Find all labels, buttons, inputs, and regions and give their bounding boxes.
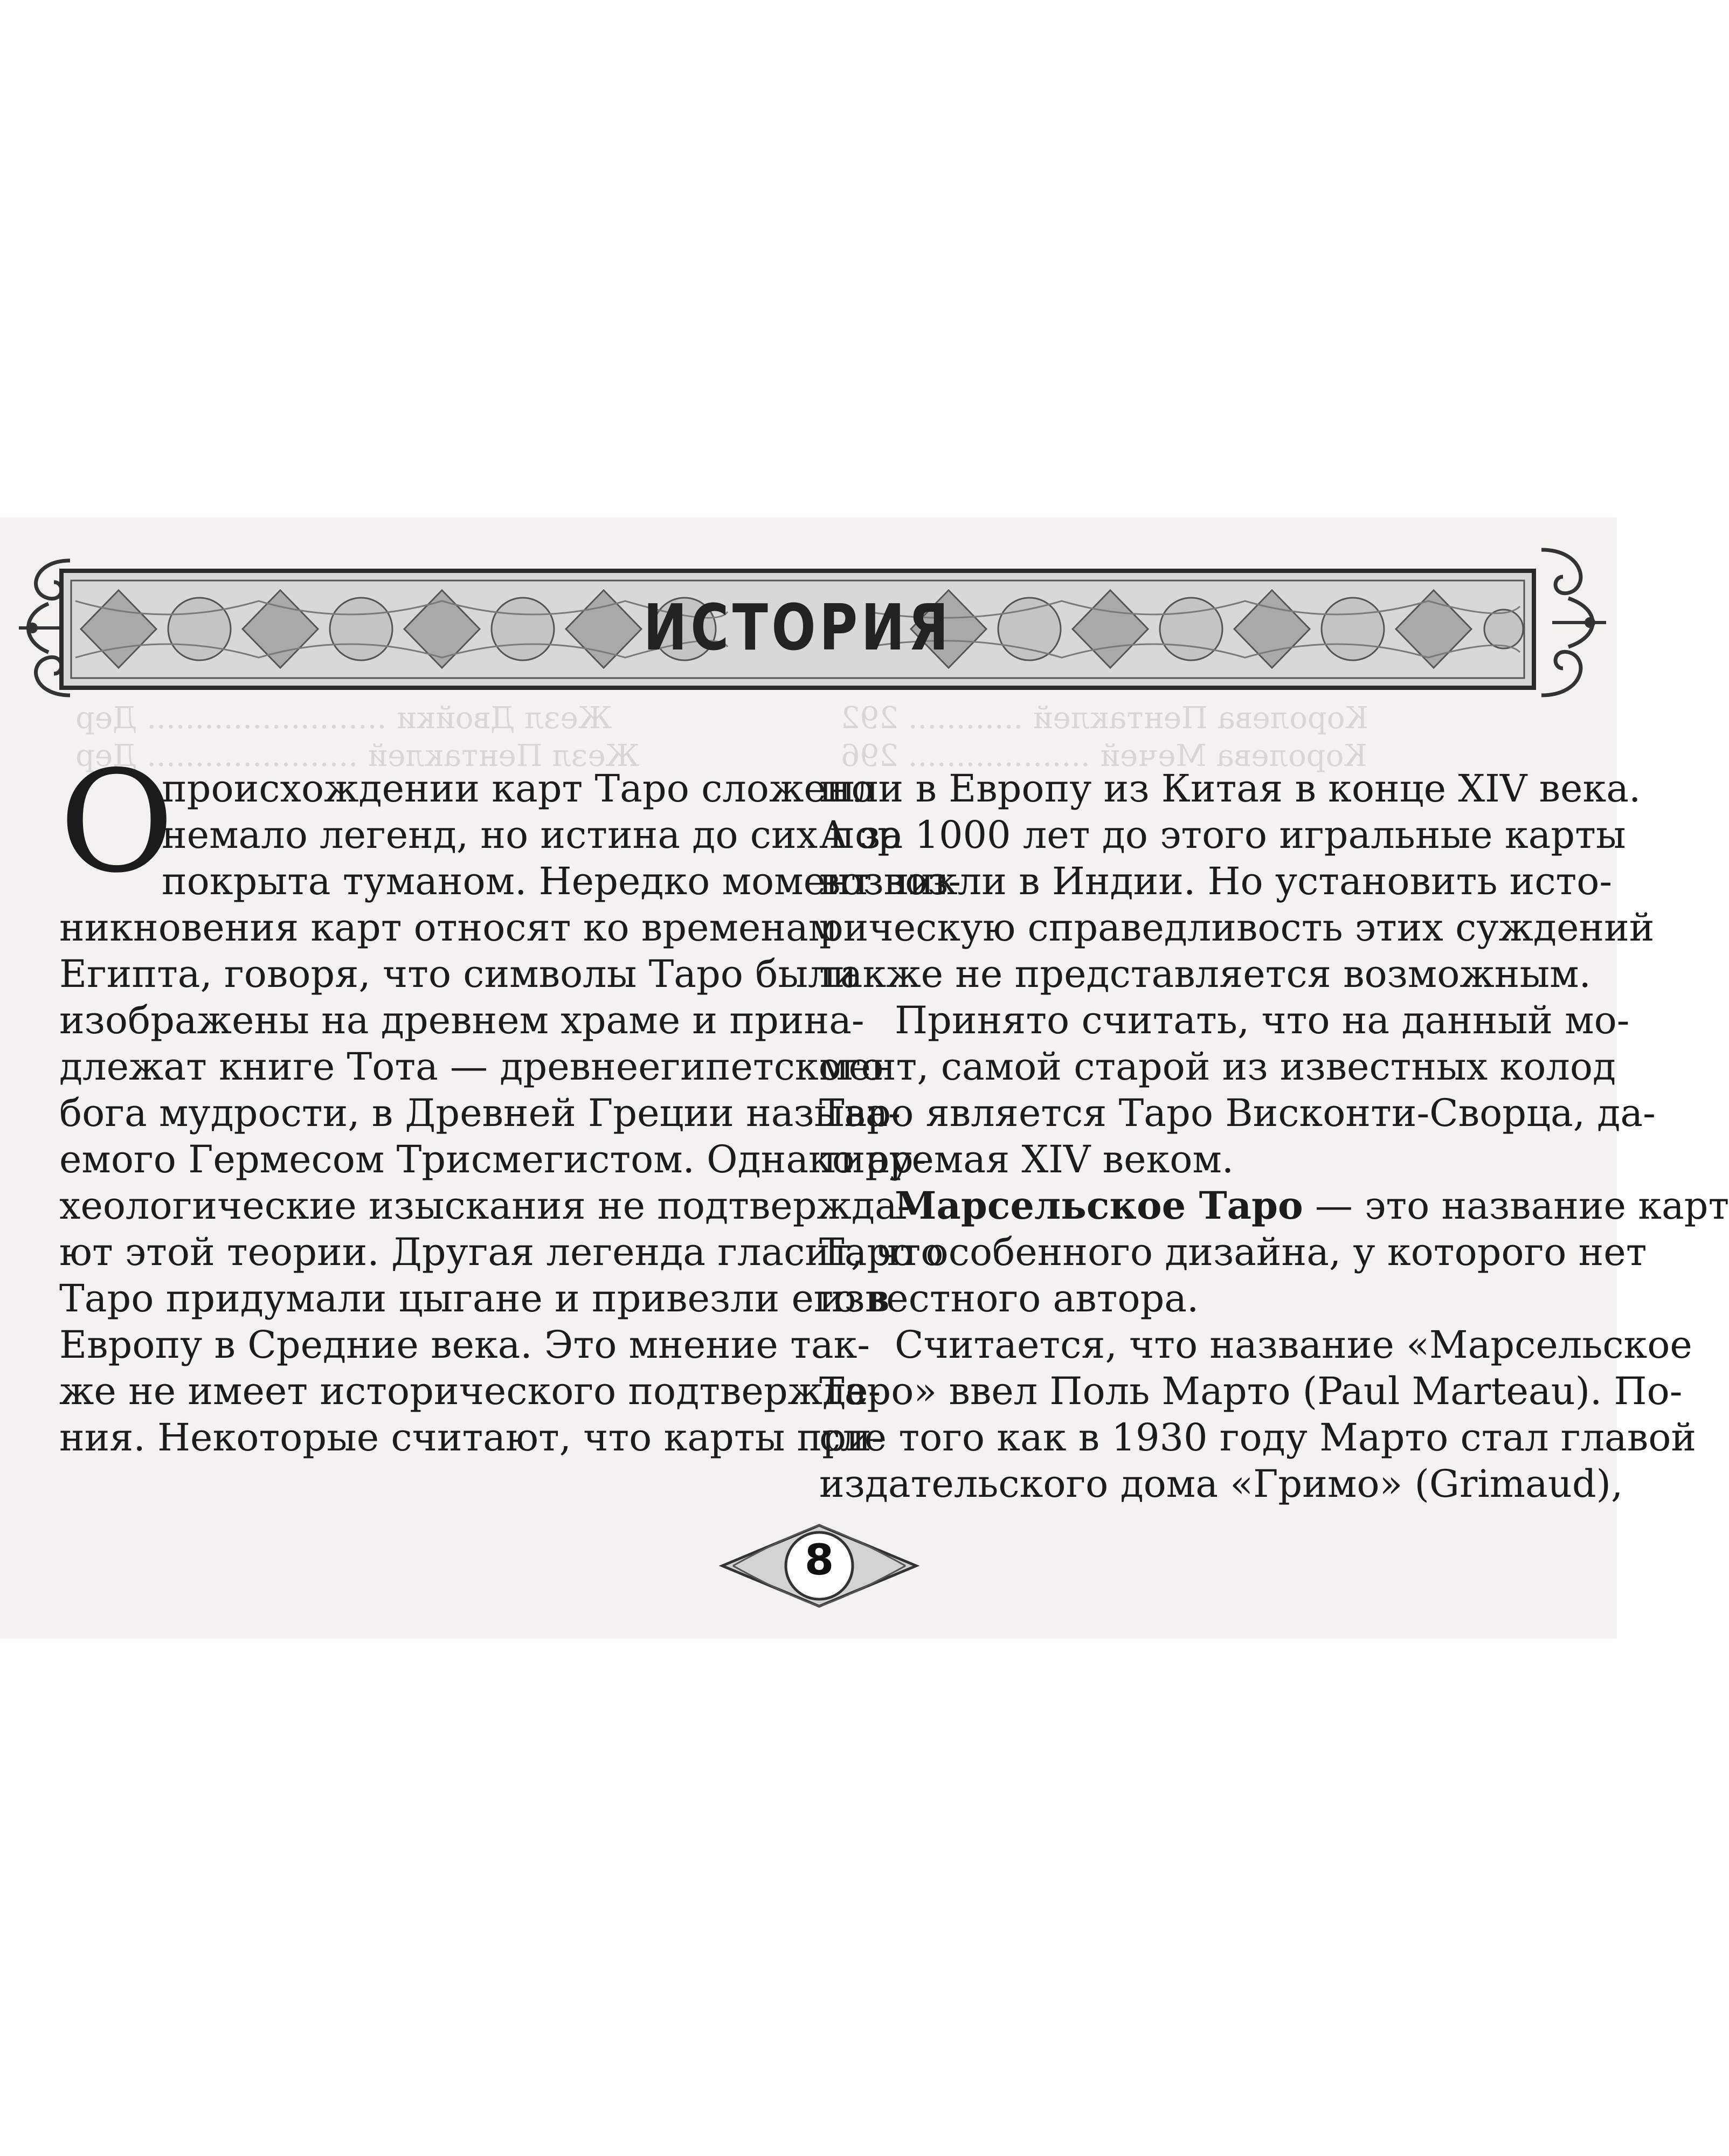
text-line: никновения карт относят ко временам: [59, 906, 838, 950]
text-line: сле того как в 1930 году Марто стал главой: [819, 1415, 1696, 1460]
text-line: рическую справедливость этих суждений: [819, 906, 1655, 950]
page-number: 8: [804, 1536, 834, 1585]
show-through-left-1: Жезл Двойки ......................... Дер: [75, 701, 612, 736]
text-line: происхождении карт Таро сложено: [162, 766, 874, 811]
text-line: также не представляется возможным.: [819, 952, 1591, 996]
page-number-ornament: [722, 1515, 916, 1617]
text-line: [819, 1183, 1729, 1229]
text-line: ния. Некоторые считают, что карты при-: [59, 1415, 884, 1460]
text-line: длежат книге Тота — древнеегипетского: [59, 1045, 884, 1089]
text-line: Египта, говоря, что символы Таро были: [59, 952, 857, 996]
text-line: же не имеет исторического подтвержде-: [59, 1369, 881, 1413]
text-line: Европу в Средние века. Это мнение так-: [59, 1323, 870, 1367]
text-line: хеологические изыскания не подтвержда-: [59, 1184, 910, 1228]
text-line: издательского дома «Гримо» (Grimaud),: [819, 1462, 1623, 1506]
chapter-title: ИСТОРИЯ: [643, 590, 952, 665]
text-fragment: — это название карт: [1303, 1184, 1729, 1228]
text-line: немало легенд, но истина до сих пор: [162, 813, 902, 857]
show-through-left-2: Жезл Пентаклей ...................... Дер: [75, 738, 640, 773]
text-line: Принято считать, что на данный мо-: [895, 998, 1630, 1042]
chapter-header-banner: [59, 569, 1536, 690]
scroll-ornament-right-icon: [1531, 539, 1612, 706]
text-line: покрыта туманом. Нередко момент воз-: [162, 859, 962, 903]
text-line: бога мудрости, в Древней Греции называ-: [59, 1091, 901, 1135]
text-line: возникли в Индии. Но установить исто-: [819, 859, 1613, 903]
text-line: Таро является Таро Висконти-Сворца, да-: [819, 1091, 1656, 1135]
text-line: емого Гермесом Трисмегистом. Однако ар-: [59, 1137, 926, 1181]
text-line: известного автора.: [819, 1276, 1199, 1321]
text-line: тируемая XIV веком.: [819, 1137, 1234, 1181]
bold-term: Марсельское Таро: [895, 1183, 1303, 1228]
text-line: мент, самой старой из известных колод: [819, 1045, 1616, 1089]
text-line: изображены на древнем храме и прина-: [59, 998, 864, 1042]
show-through-right-1: Королева Пентаклей ............ 292: [841, 701, 1368, 736]
text-line: шли в Европу из Китая в конце XIV века.: [819, 766, 1641, 811]
text-line: Таро» ввел Поль Марто (Paul Marteau). По-: [819, 1369, 1683, 1413]
text-line: Таро особенного дизайна, у которого нет: [819, 1230, 1647, 1274]
right-text-column: [819, 765, 1729, 1507]
text-line: ют этой теории. Другая легенда гласит, что: [59, 1230, 944, 1274]
show-through-right-2: Королева Мечей ................... 296: [841, 738, 1367, 773]
text-line: Считается, что название «Марсельское: [895, 1323, 1692, 1367]
text-line: Таро придумали цыгане и привезли его в: [59, 1276, 890, 1321]
text-line: А за 1000 лет до этого игральные карты: [819, 813, 1626, 857]
drop-cap: О: [59, 741, 175, 904]
